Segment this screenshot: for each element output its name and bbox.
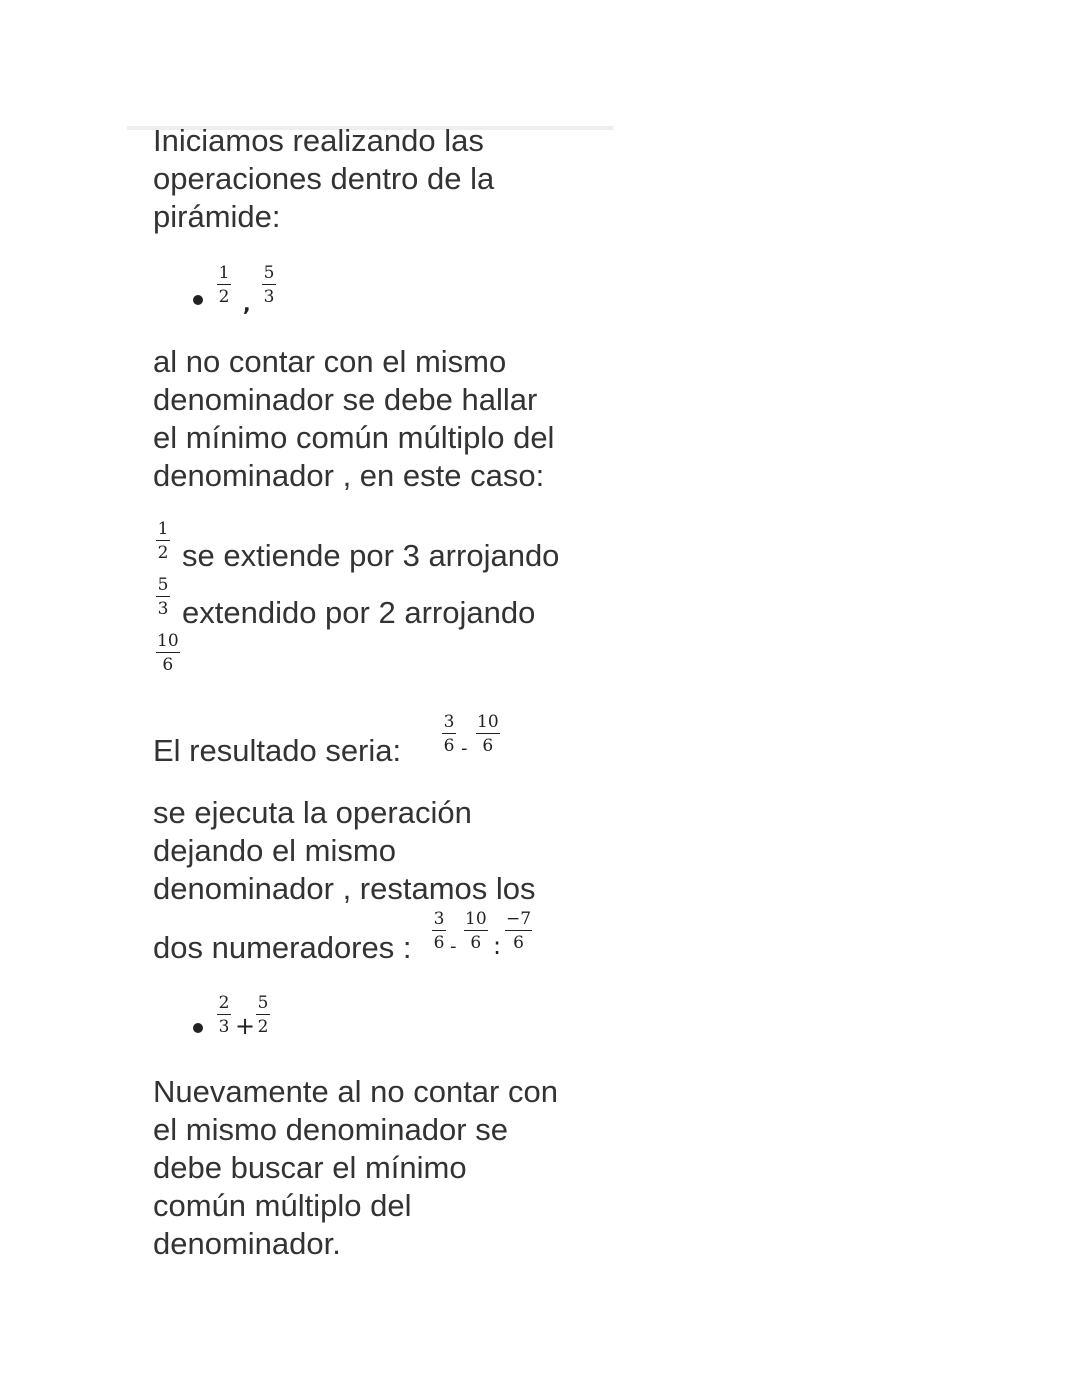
intro-line-1: Iniciamos realizando las bbox=[153, 123, 484, 158]
numerator: 2 bbox=[218, 993, 230, 1013]
fraction-five-thirds-ext bbox=[156, 577, 170, 618]
fraction-three-sixths-op bbox=[432, 911, 446, 952]
numerator: −7 bbox=[506, 909, 532, 929]
denominator: 3 bbox=[157, 599, 169, 619]
denominator: 6 bbox=[482, 736, 494, 756]
numerator: 1 bbox=[218, 263, 230, 283]
extend-text-1: se extiende por 3 arrojando bbox=[182, 538, 560, 573]
denominator: 3 bbox=[263, 287, 275, 307]
operation-line-3: denominador , restamos los bbox=[153, 871, 536, 906]
bullet-icon bbox=[193, 295, 203, 305]
again-line-3: debe buscar el mínimo bbox=[153, 1150, 467, 1185]
again-line-1: Nuevamente al no contar con bbox=[153, 1074, 558, 1109]
fraction-ten-sixths-op bbox=[464, 911, 488, 952]
numerator: 3 bbox=[443, 712, 455, 732]
fraction-five-thirds bbox=[262, 265, 276, 306]
denominator: 2 bbox=[257, 1017, 269, 1037]
explain-line-1: al no contar con el mismo bbox=[153, 344, 507, 379]
intro-line-2: operaciones dentro de la bbox=[153, 161, 495, 196]
numerator: 1 bbox=[157, 519, 169, 539]
separator-comma: , bbox=[243, 292, 251, 316]
fraction-one-half-ext bbox=[156, 521, 170, 562]
again-line-5: denominador. bbox=[153, 1226, 341, 1261]
colon-sign: : bbox=[493, 932, 502, 960]
operation-line-1: se ejecuta la operación bbox=[153, 795, 472, 830]
denominator: 6 bbox=[513, 933, 524, 953]
operation-line-4: dos numeradores : bbox=[153, 930, 412, 965]
denominator: 2 bbox=[218, 287, 230, 307]
fraction-minus-seven-sixths bbox=[505, 911, 532, 952]
fraction-ten-sixths bbox=[156, 633, 180, 674]
minus-sign: - bbox=[461, 738, 468, 759]
fraction-two-thirds bbox=[217, 995, 231, 1036]
numerator: 10 bbox=[477, 712, 499, 732]
denominator: 6 bbox=[433, 933, 445, 953]
fraction-three-sixths bbox=[442, 714, 456, 755]
bullet-icon bbox=[193, 1023, 203, 1033]
numerator: 10 bbox=[465, 909, 487, 929]
denominator: 6 bbox=[443, 736, 455, 756]
again-line-4: común múltiplo del bbox=[153, 1188, 412, 1223]
fraction-one-half bbox=[217, 265, 231, 306]
minus-sign: - bbox=[450, 936, 457, 957]
denominator: 6 bbox=[162, 655, 174, 675]
extend-text-2: extendido por 2 arrojando bbox=[182, 595, 536, 630]
operation-line-2: dejando el mismo bbox=[153, 833, 396, 868]
numerator: 10 bbox=[157, 631, 179, 651]
denominator: 2 bbox=[157, 543, 169, 563]
result-label: El resultado seria: bbox=[153, 733, 402, 768]
numerator: 5 bbox=[157, 575, 169, 595]
plus-sign: + bbox=[235, 1012, 256, 1040]
again-line-2: el mismo denominador se bbox=[153, 1112, 508, 1147]
numerator: 5 bbox=[263, 263, 275, 283]
explain-line-3: el mínimo común múltiplo del bbox=[153, 420, 555, 455]
explain-line-2: denominador se debe hallar bbox=[153, 382, 538, 417]
denominator: 3 bbox=[218, 1017, 230, 1037]
denominator: 6 bbox=[470, 933, 482, 953]
fraction-ten-sixths-result bbox=[476, 714, 500, 755]
explain-line-4: denominador , en este caso: bbox=[153, 458, 545, 493]
numerator: 5 bbox=[257, 993, 269, 1013]
numerator: 3 bbox=[433, 909, 445, 929]
fraction-five-halves bbox=[256, 995, 270, 1036]
intro-line-3: pirámide: bbox=[153, 199, 281, 234]
